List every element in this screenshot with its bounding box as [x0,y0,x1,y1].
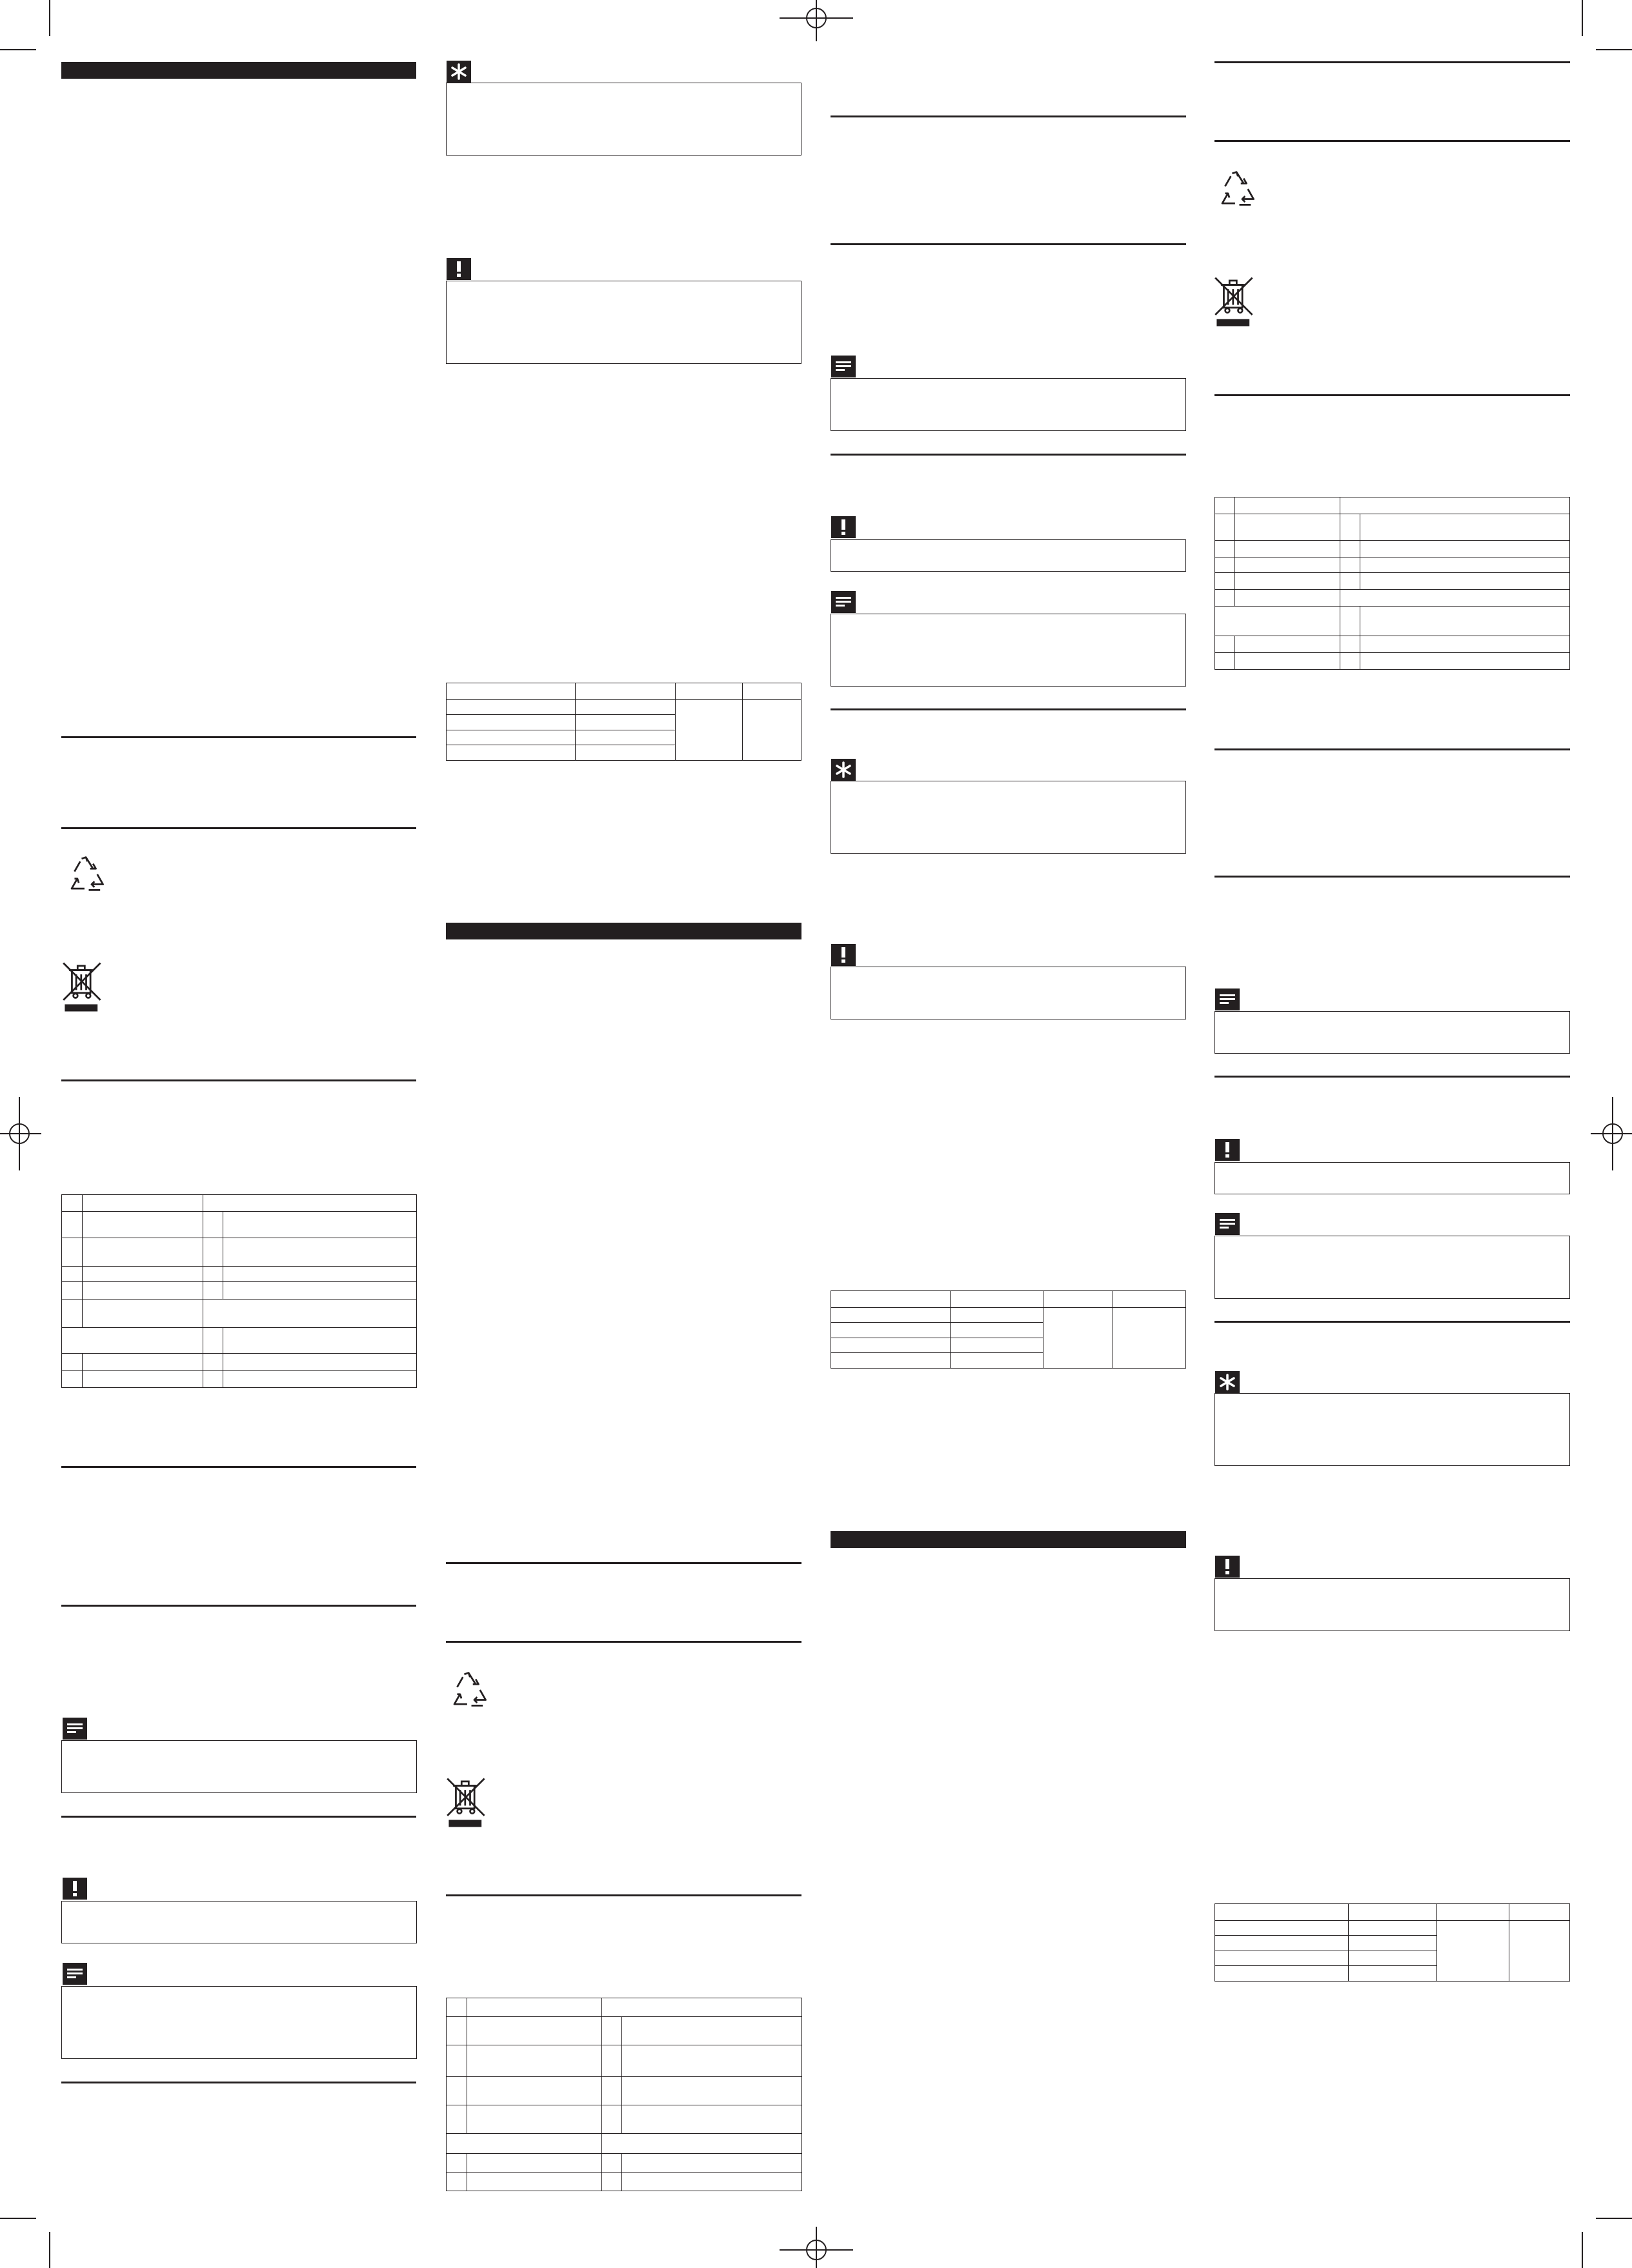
note-lines-icon [1215,988,1240,1010]
exclamation-icon [1215,1139,1240,1161]
exclamation-icon [63,1878,87,1900]
section-rule [1214,140,1570,142]
crossed-bin-icon [446,1776,487,1830]
crossed-bin-icon [1214,275,1255,329]
specification-table [1214,497,1570,670]
section-rule [831,243,1186,245]
section-rule [1214,876,1570,878]
caution-box [831,539,1186,572]
note-box [61,1986,417,2059]
section-rule [61,2082,416,2083]
registration-mark-right [1591,1097,1632,1170]
section-header-bar [831,1531,1186,1548]
compatibility-table [1214,1903,1570,1982]
section-header-bar [446,923,801,939]
section-header-bar [61,62,416,79]
recycle-icon [447,1669,489,1710]
asterisk-icon [1215,1371,1240,1393]
crossed-bin-icon [62,960,103,1014]
exclamation-icon [831,516,856,538]
caution-box [1214,1162,1570,1194]
note-lines-icon [1215,1213,1240,1235]
registration-mark-bottom [780,2227,853,2268]
asterisk-icon [447,61,471,83]
section-rule [1214,748,1570,750]
tip-box [446,83,801,156]
section-rule [446,1894,801,1896]
compatibility-table [446,683,801,761]
section-rule [446,1562,801,1564]
note-lines-icon [831,591,856,613]
section-rule [831,115,1186,117]
section-rule [831,708,1186,710]
tip-box [1214,1393,1570,1466]
note-lines-icon [831,356,856,377]
caution-box [831,967,1186,1019]
note-box [1214,1011,1570,1054]
section-rule [1214,1321,1570,1323]
section-rule [61,1079,416,1081]
note-lines-icon [63,1718,87,1740]
registration-mark-left [0,1097,41,1170]
tip-box [831,781,1186,854]
recycle-icon [1215,168,1256,209]
exclamation-icon [1215,1556,1240,1578]
specification-table [61,1194,417,1388]
section-rule [61,736,416,738]
compatibility-table [831,1290,1186,1369]
section-rule [446,1641,801,1643]
note-box [61,1740,417,1793]
section-rule [1214,61,1570,63]
caution-box [61,1901,417,1943]
note-lines-icon [63,1963,87,1985]
section-rule [1214,394,1570,396]
section-rule [1214,1076,1570,1078]
exclamation-icon [831,944,856,966]
section-rule [831,454,1186,456]
note-box [831,614,1186,687]
section-rule [61,827,416,829]
section-rule [61,1605,416,1607]
section-rule [61,1466,416,1468]
exclamation-icon [447,258,471,280]
registration-mark-top [780,0,853,41]
asterisk-icon [831,759,856,781]
caution-box [446,281,801,364]
recycle-icon [65,853,106,894]
note-box [831,378,1186,431]
specification-table [446,1998,802,2191]
caution-box [1214,1578,1570,1631]
section-rule [61,1816,416,1818]
note-box [1214,1236,1570,1299]
